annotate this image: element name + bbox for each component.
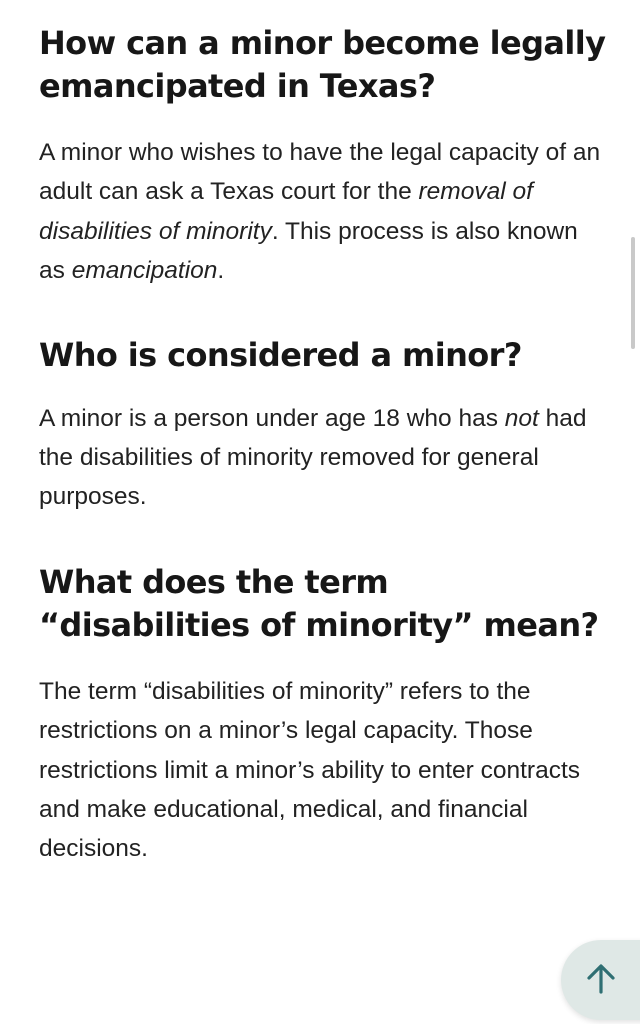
emphasis-term: emancipation: [71, 257, 218, 285]
scrollbar[interactable]: [631, 237, 635, 349]
emphasis-term: not: [504, 404, 539, 432]
paragraph-text: A minor who wishes to have the legal capacity of an adult can ask a Texas court for the: [39, 139, 601, 206]
paragraph-text: .: [217, 257, 225, 285]
paragraph-text: A minor is a person under age 18 who has: [39, 404, 505, 432]
article-content: [39, 22, 609, 869]
section-paragraph-emancipation: [39, 133, 609, 291]
section-heading-disabilities: What does the term “disabilities of minority” mean?: [39, 562, 599, 644]
paragraph-text: The term “disabilities of minority” refers to the restrictions on a minor’s legal capacity. Those restrictions limit a minor’s ability to enter contracts and make educational, medical, and financial decisions.: [39, 677, 580, 863]
section-heading-emancipation: How can a minor become legally emancipated in Texas?: [39, 24, 606, 105]
section-heading-minor: Who is considered a minor?: [39, 335, 522, 374]
back-to-top-button[interactable]: [561, 940, 640, 1020]
section-paragraph-minor: [39, 399, 609, 517]
section-paragraph-disabilities: [39, 672, 609, 869]
paragraph-text: had the disabilities of minority removed for general purposes.: [39, 404, 587, 511]
arrow-up-icon: [584, 962, 618, 996]
paragraph-text: . This process is also known as: [39, 217, 578, 285]
emphasis-term: removal of disabilities of minority: [39, 178, 533, 245]
